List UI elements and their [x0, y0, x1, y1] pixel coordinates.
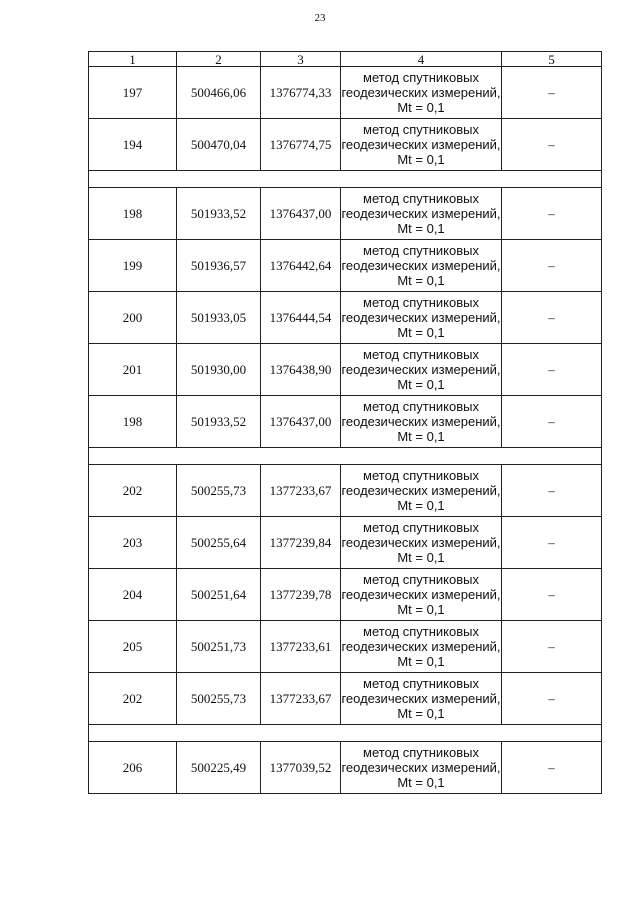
table-row [89, 517, 602, 569]
note-cell: – [502, 292, 602, 344]
note-cell: – [502, 396, 602, 448]
point-number-cell: 199 [89, 240, 177, 292]
y-coordinate-cell: 1376774,75 [261, 119, 341, 171]
method-cell: метод спутниковых геодезических измерений, Mt = 0,1 [341, 188, 502, 240]
point-number-cell: 205 [89, 621, 177, 673]
point-number-cell: 200 [89, 292, 177, 344]
table-row [89, 569, 602, 621]
group-separator-row [89, 448, 602, 465]
x-coordinate-cell: 501933,52 [177, 396, 261, 448]
y-coordinate-cell: 1377233,61 [261, 621, 341, 673]
table-row [89, 465, 602, 517]
x-coordinate-cell: 500255,64 [177, 517, 261, 569]
table-row [89, 396, 602, 448]
point-number-cell: 194 [89, 119, 177, 171]
note-cell: – [502, 344, 602, 396]
x-coordinate-cell: 500251,64 [177, 569, 261, 621]
method-cell: метод спутниковых геодезических измерений, Mt = 0,1 [341, 621, 502, 673]
x-coordinate-cell: 500255,73 [177, 673, 261, 725]
group-separator-row [89, 725, 602, 742]
method-cell: метод спутниковых геодезических измерений, Mt = 0,1 [341, 292, 502, 344]
method-cell: метод спутниковых геодезических измерений, Mt = 0,1 [341, 240, 502, 292]
header-cell: 4 [341, 52, 502, 67]
note-cell: – [502, 465, 602, 517]
method-cell: метод спутниковых геодезических измерений, Mt = 0,1 [341, 569, 502, 621]
table-row [89, 621, 602, 673]
x-coordinate-cell: 500466,06 [177, 67, 261, 119]
x-coordinate-cell: 501936,57 [177, 240, 261, 292]
y-coordinate-cell: 1377233,67 [261, 465, 341, 517]
method-cell: метод спутниковых геодезических измерений, Mt = 0,1 [341, 742, 502, 794]
group-separator-cell [89, 171, 602, 188]
point-number-cell: 203 [89, 517, 177, 569]
point-number-cell: 201 [89, 344, 177, 396]
note-cell: – [502, 119, 602, 171]
y-coordinate-cell: 1376774,33 [261, 67, 341, 119]
method-cell: метод спутниковых геодезических измерений, Mt = 0,1 [341, 465, 502, 517]
method-cell: метод спутниковых геодезических измерений, Mt = 0,1 [341, 517, 502, 569]
point-number-cell: 206 [89, 742, 177, 794]
note-cell: – [502, 621, 602, 673]
y-coordinate-cell: 1376437,00 [261, 188, 341, 240]
y-coordinate-cell: 1377239,84 [261, 517, 341, 569]
table-row [89, 742, 602, 794]
page-number: 23 [314, 12, 326, 24]
point-number-cell: 197 [89, 67, 177, 119]
y-coordinate-cell: 1377039,52 [261, 742, 341, 794]
y-coordinate-cell: 1376437,00 [261, 396, 341, 448]
header-cell: 3 [261, 52, 341, 67]
note-cell: – [502, 569, 602, 621]
header-cell: 2 [177, 52, 261, 67]
table-row [89, 673, 602, 725]
point-number-cell: 198 [89, 396, 177, 448]
header-cell: 1 [89, 52, 177, 67]
y-coordinate-cell: 1376444,54 [261, 292, 341, 344]
table-row [89, 67, 602, 119]
x-coordinate-cell: 500470,04 [177, 119, 261, 171]
method-cell: метод спутниковых геодезических измерений, Mt = 0,1 [341, 67, 502, 119]
note-cell: – [502, 188, 602, 240]
coordinates-table [88, 51, 602, 794]
note-cell: – [502, 67, 602, 119]
note-cell: – [502, 742, 602, 794]
header-cell: 5 [502, 52, 602, 67]
x-coordinate-cell: 501933,05 [177, 292, 261, 344]
coordinates-table-body [89, 52, 602, 794]
point-number-cell: 198 [89, 188, 177, 240]
y-coordinate-cell: 1377233,67 [261, 673, 341, 725]
note-cell: – [502, 240, 602, 292]
table-row [89, 240, 602, 292]
method-cell: метод спутниковых геодезических измерений, Mt = 0,1 [341, 396, 502, 448]
method-cell: метод спутниковых геодезических измерений, Mt = 0,1 [341, 673, 502, 725]
table-row [89, 188, 602, 240]
x-coordinate-cell: 501933,52 [177, 188, 261, 240]
point-number-cell: 202 [89, 465, 177, 517]
point-number-cell: 204 [89, 569, 177, 621]
x-coordinate-cell: 500225,49 [177, 742, 261, 794]
table-row [89, 119, 602, 171]
y-coordinate-cell: 1376438,90 [261, 344, 341, 396]
note-cell: – [502, 673, 602, 725]
method-cell: метод спутниковых геодезических измерений, Mt = 0,1 [341, 344, 502, 396]
method-cell: метод спутниковых геодезических измерений, Mt = 0,1 [341, 119, 502, 171]
x-coordinate-cell: 501930,00 [177, 344, 261, 396]
group-separator-cell [89, 448, 602, 465]
point-number-cell: 202 [89, 673, 177, 725]
group-separator-row [89, 171, 602, 188]
table-row [89, 344, 602, 396]
note-cell: – [502, 517, 602, 569]
group-separator-cell [89, 725, 602, 742]
table-header-row [89, 52, 602, 67]
y-coordinate-cell: 1376442,64 [261, 240, 341, 292]
x-coordinate-cell: 500251,73 [177, 621, 261, 673]
y-coordinate-cell: 1377239,78 [261, 569, 341, 621]
table-row [89, 292, 602, 344]
x-coordinate-cell: 500255,73 [177, 465, 261, 517]
